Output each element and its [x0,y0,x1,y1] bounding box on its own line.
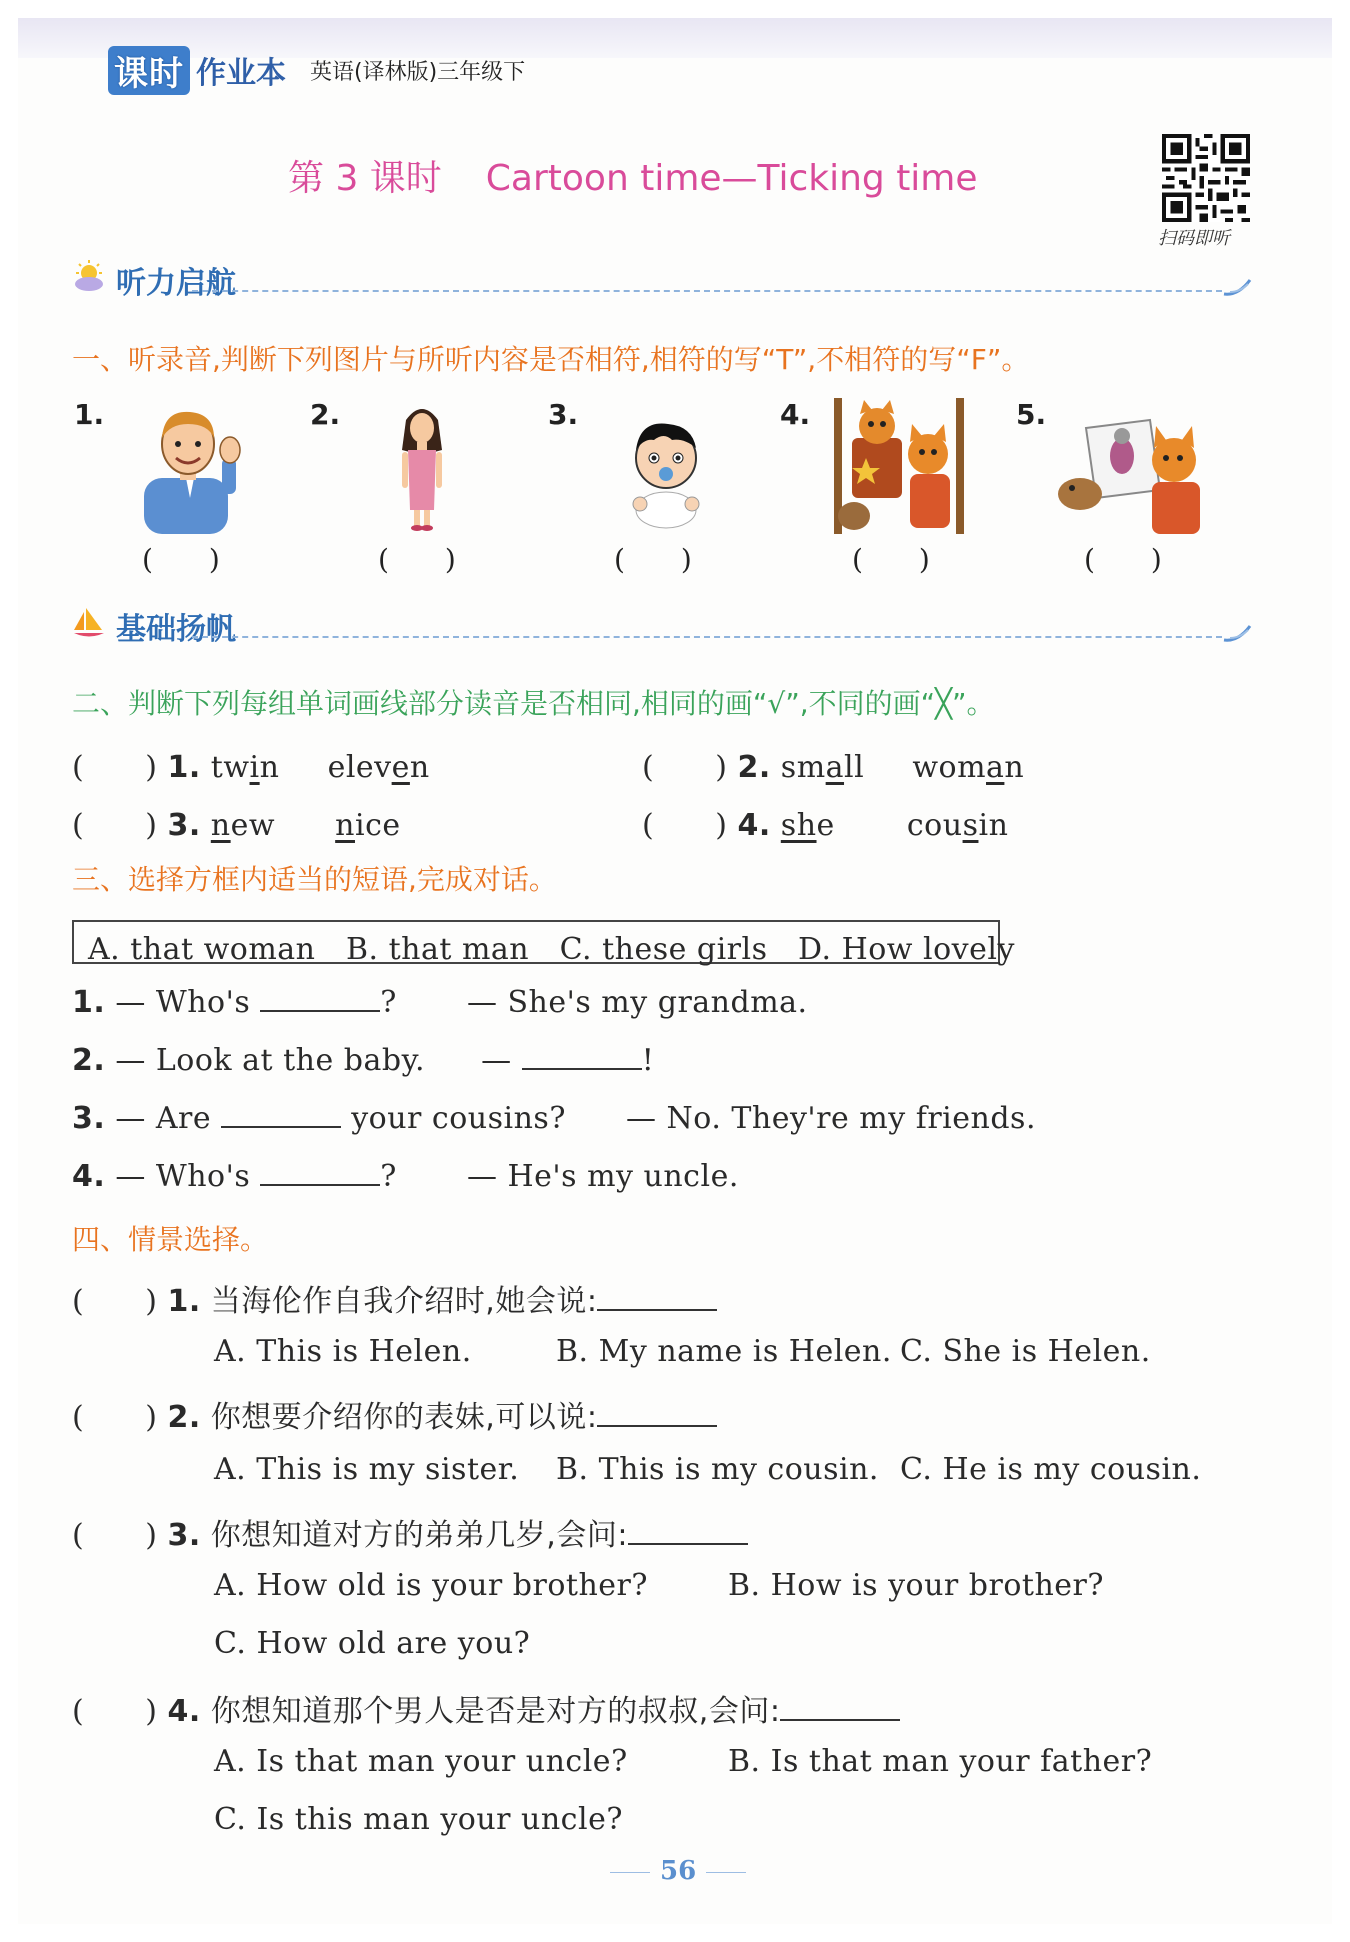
qr-code-icon[interactable] [1162,134,1250,222]
item-number: 3. [72,1101,106,1136]
lesson-number: 第 3 课时 [288,158,442,199]
section-basics-header [72,602,1252,647]
picture-number: 5. [1016,398,1047,431]
picture-number: 1. [74,398,105,431]
swoosh-icon [1222,274,1252,298]
word-1: small [780,750,865,785]
cartoon-drawing-picture [1056,398,1210,534]
book-title: 英语(译林版)三年级下 [310,59,526,85]
man-waving-picture [128,398,248,534]
scenario-question: ( ) 3. 你想知道对方的弟弟几岁,会问: [72,1510,748,1554]
item-number: 1. [167,1284,201,1319]
baby-picture [606,398,726,534]
option-b: B. Is that man your father? [728,1744,1153,1779]
answer-paren[interactable]: ( ) [614,543,692,576]
answer-blank[interactable] [221,1100,341,1128]
answer-paren[interactable]: ( ) [72,1518,158,1553]
woman-picture [362,398,482,534]
answer-paren[interactable]: ( ) [642,808,728,843]
item-number: 2. [167,1400,201,1435]
item-number: 2. [737,750,771,785]
dialog-line: 3. — Are your cousins? — No. They're my friends. [72,1101,1036,1136]
divider [192,290,1222,292]
answer-paren[interactable]: ( ) [852,543,930,576]
option-a: A. How old is your brother? [214,1568,648,1603]
phonics-item [72,742,430,786]
picture-number: 2. [310,398,341,431]
picture-number: 3. [548,398,579,431]
dialog-line: 1. — Who's ? — She's my grandma. [72,985,808,1020]
word-1: new [210,808,276,843]
options-box [72,920,1015,967]
item-number: 1. [72,985,106,1020]
answer-paren[interactable]: ( ) [72,1694,158,1729]
section-listening-header [72,256,1252,301]
option-c: C. How old are you? [214,1626,531,1661]
option-c: C. He is my cousin. [900,1452,1202,1487]
options-text: A. that woman B. that man C. these girls D. How lovely [88,932,1015,967]
item-number: 3. [167,1518,201,1553]
answer-paren[interactable]: ( ) [642,750,728,785]
divider [192,636,1222,638]
lesson-name: Cartoon time—Ticking time [485,158,978,199]
option-a: A. Is that man your uncle? [214,1744,628,1779]
q3-heading: 三、选择方框内适当的短语,完成对话。 [72,863,557,896]
answer-paren[interactable]: ( ) [1084,543,1162,576]
answer-paren[interactable]: ( ) [72,1284,158,1319]
page-number: 56 [600,1856,756,1886]
sun-cloud-icon [72,260,106,294]
answer-paren[interactable]: ( ) [378,543,456,576]
option-b: B. My name is Helen. [556,1334,892,1369]
answer-paren[interactable]: ( ) [72,750,158,785]
answer-blank[interactable] [780,1693,900,1721]
scenario-question: ( ) 4. 你想知道那个男人是否是对方的叔叔,会问: [72,1686,900,1730]
dialog-line: 4. — Who's ? — He's my uncle. [72,1159,739,1194]
section-listening-title: 听力启航 [116,266,236,301]
cartoon-animals-picture [832,398,968,534]
option-c: C. She is Helen. [900,1334,1151,1369]
answer-blank[interactable] [260,984,380,1012]
qr-label: 扫码即听 [1158,228,1230,249]
answer-blank[interactable] [260,1158,380,1186]
word-2: cousin [906,808,1009,843]
answer-paren[interactable]: ( ) [142,543,220,576]
answer-paren[interactable]: ( ) [72,1400,158,1435]
sailboat-icon [72,606,106,640]
item-number: 4. [167,1694,201,1729]
scenario-question: ( ) 2. 你想要介绍你的表妹,可以说: [72,1392,717,1436]
word-2: woman [912,750,1025,785]
answer-blank[interactable] [522,1042,642,1070]
word-2: eleven [327,750,430,785]
option-b: B. This is my cousin. [556,1452,879,1487]
picture-number: 4. [780,398,811,431]
option-a: A. This is my sister. [214,1452,520,1487]
item-number: 2. [72,1043,106,1078]
q2-heading: 二、判断下列每组单词画线部分读音是否相同,相同的画“√”,不同的画“╳”。 [72,687,995,720]
answer-blank[interactable] [628,1517,748,1545]
item-number: 4. [72,1159,106,1194]
answer-blank[interactable] [597,1399,717,1427]
brand-header [108,48,525,92]
q1-heading: 一、听录音,判断下列图片与所听内容是否相符,相符的写“T”,不相符的写“F”。 [72,343,1030,376]
brand-name: 作业本 [196,56,286,91]
q4-heading: 四、情景选择。 [72,1223,269,1256]
phonics-item [72,800,401,844]
word-1: she [780,808,835,843]
brand-logo: 课时 [108,46,190,95]
word-2: nice [335,808,401,843]
option-b: B. How is your brother? [728,1568,1104,1603]
section-basics-title: 基础扬帆 [116,612,236,647]
lesson-title [288,150,978,201]
answer-blank[interactable] [597,1283,717,1311]
option-c: C. Is this man your uncle? [214,1802,623,1837]
dialog-line: 2. — Look at the baby. — ! [72,1043,655,1078]
swoosh-icon [1222,620,1252,644]
option-a: A. This is Helen. [214,1334,472,1369]
answer-paren[interactable]: ( ) [72,808,158,843]
phonics-item [642,742,1024,786]
item-number: 1. [167,750,201,785]
word-1: twin [210,750,280,785]
item-number: 4. [737,808,771,843]
phonics-item [642,800,1008,844]
scenario-question: ( ) 1. 当海伦作自我介绍时,她会说: [72,1276,717,1320]
item-number: 3. [167,808,201,843]
